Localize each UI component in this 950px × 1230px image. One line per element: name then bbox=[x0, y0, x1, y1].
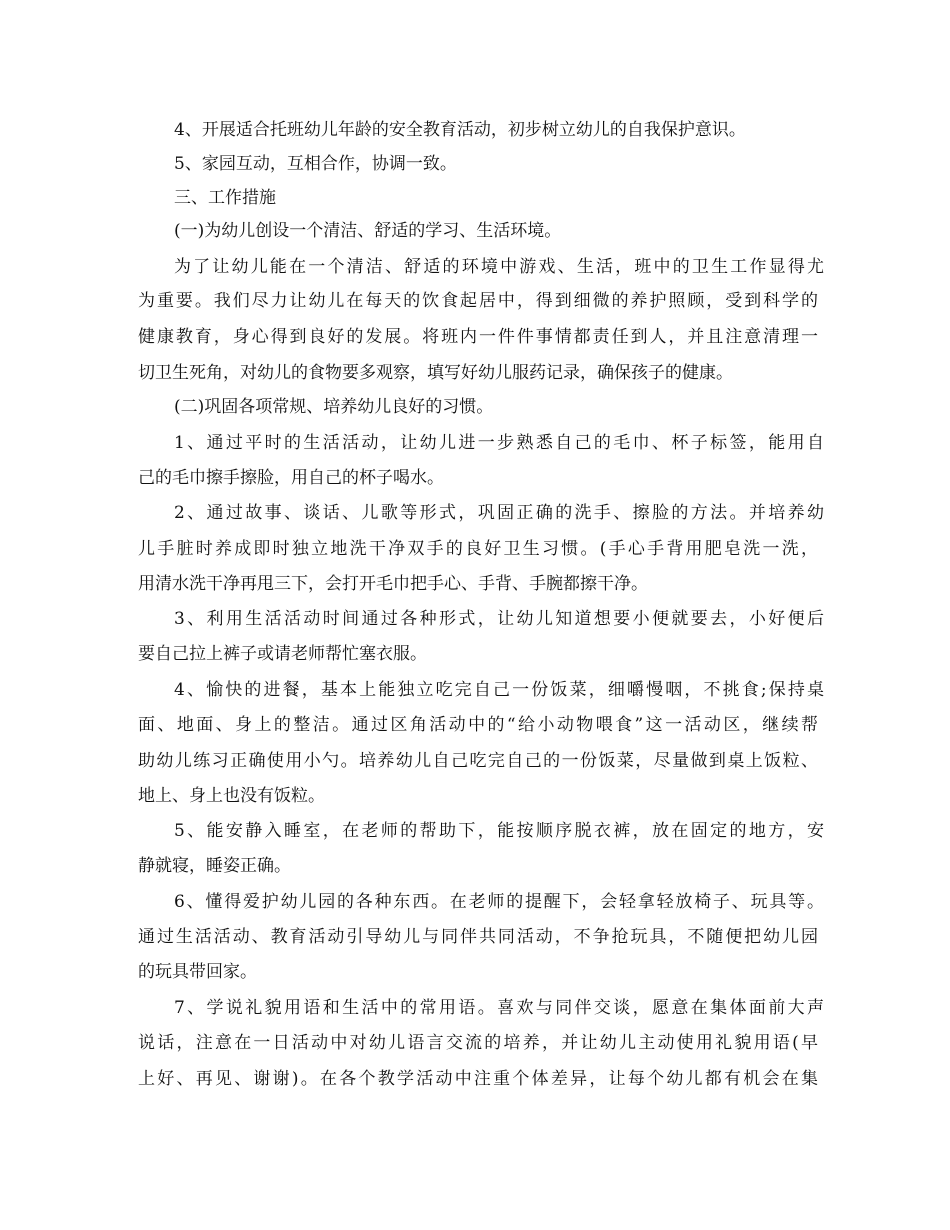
text-line: 上好、再见、谢谢)。在各个教学活动中注重个体差异，让每个幼儿都有机会在集 bbox=[138, 1069, 818, 1089]
text-line: 4、开展适合托班幼儿年龄的安全教育活动，初步树立幼儿的自我保护意识。 bbox=[174, 120, 746, 140]
subsection-heading: (一)为幼儿创设一个清洁、舒适的学习、生活环境。 bbox=[174, 221, 562, 241]
text-line: 的玩具带回家。 bbox=[138, 962, 257, 982]
text-line: 6、懂得爱护幼儿园的各种东西。在老师的提醒下，会轻拿轻放椅子、玩具等。 bbox=[174, 892, 824, 912]
text-line: 面、地面、身上的整洁。通过区角活动中的“给小动物喂食”这一活动区，继续帮 bbox=[138, 715, 818, 735]
text-line: 为重要。我们尽力让幼儿在每天的饮食起居中，得到细微的养护照顾，受到科学的 bbox=[138, 291, 818, 311]
text-line: 1、通过平时的生活活动，让幼儿进一步熟悉自己的毛巾、杯子标签，能用自 bbox=[174, 433, 824, 453]
text-line: 地上、身上也没有饭粒。 bbox=[138, 786, 325, 806]
text-line: 5、家园互动，互相合作，协调一致。 bbox=[174, 154, 457, 174]
text-line: 通过生活活动、教育活动引导幼儿与同伴共同活动，不争抢玩具，不随便把幼儿园 bbox=[138, 927, 818, 947]
text-line: 2、通过故事、谈话、儿歌等形式，巩固正确的洗手、擦脸的方法。并培养幼 bbox=[174, 503, 824, 523]
text-line: 静就寝，睡姿正确。 bbox=[138, 856, 291, 876]
text-line: 要自己拉上裤子或请老师帮忙塞衣服。 bbox=[138, 644, 427, 664]
text-line: 说话，注意在一日活动中对幼儿语言交流的培养，并让幼儿主动使用礼貌用语(早 bbox=[138, 1033, 818, 1053]
text-line: 为了让幼儿能在一个清洁、舒适的环境中游戏、生活，班中的卫生工作显得尤 bbox=[174, 257, 824, 277]
text-line: 7、学说礼貌用语和生活中的常用语。喜欢与同伴交谈，愿意在集体面前大声 bbox=[174, 998, 824, 1018]
text-line: 健康教育，身心得到良好的发展。将班内一件件事情都责任到人，并且注意清理一 bbox=[138, 327, 818, 347]
text-line: 切卫生死角，对幼儿的食物要多观察，填写好幼儿服药记录，确保孩子的健康。 bbox=[138, 363, 733, 383]
text-line: 儿手脏时养成即时独立地洗干净双手的良好卫生习惯。(手心手背用肥皂洗一洗， bbox=[138, 539, 818, 559]
text-line: 助幼儿练习正确使用小勺。培养幼儿自己吃完自己的一份饭菜，尽量做到桌上饭粒、 bbox=[138, 751, 818, 771]
text-line: 己的毛巾擦手擦脸，用自己的杯子喝水。 bbox=[138, 468, 444, 488]
text-line: 3、利用生活活动时间通过各种形式，让幼儿知道想要小便就要去，小好便后 bbox=[174, 609, 824, 629]
text-line: 5、能安静入睡室，在老师的帮助下，能按顺序脱衣裤，放在固定的地方，安 bbox=[174, 821, 824, 841]
subsection-heading: (二)巩固各项常规、培养幼儿良好的习惯。 bbox=[174, 397, 494, 417]
text-line: 用清水洗干净再甩三下，会打开毛巾把手心、手背、手腕都擦干净。 bbox=[138, 574, 648, 594]
section-heading: 三、工作措施 bbox=[174, 188, 276, 208]
text-line: 4、愉快的进餐，基本上能独立吃完自己一份饭菜，细嚼慢咽，不挑食;保持桌 bbox=[174, 680, 824, 700]
